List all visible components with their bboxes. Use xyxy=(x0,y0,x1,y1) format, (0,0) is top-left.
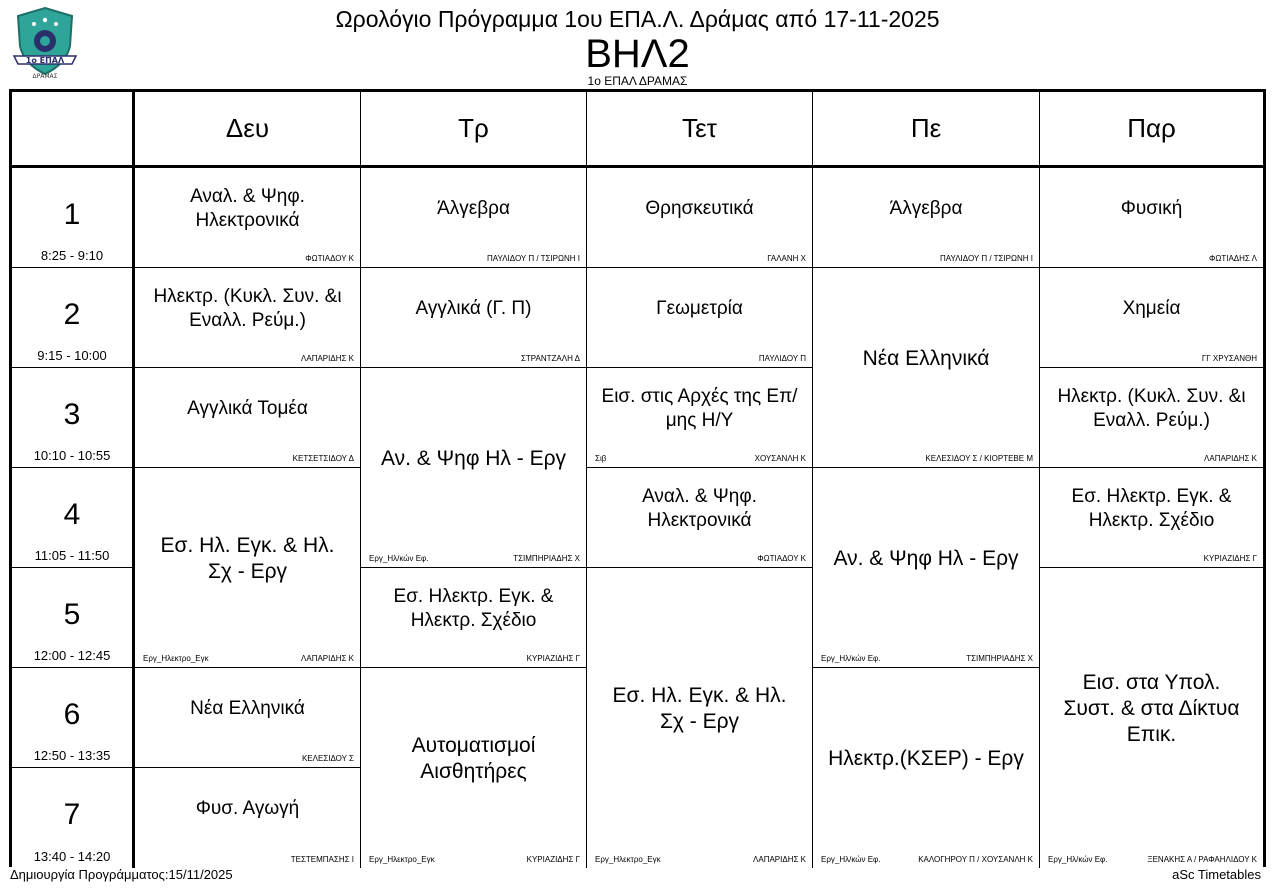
corner-cell xyxy=(12,92,135,168)
lesson-cell[interactable] xyxy=(1040,568,1263,868)
lesson-cell[interactable] xyxy=(813,668,1040,868)
lesson-teacher: ΤΣΙΜΠΗΡΙΑΔΗΣ Χ xyxy=(513,554,580,563)
lesson-teacher: ΚΕΛΕΣΙΔΟΥ Σ xyxy=(301,754,354,763)
lesson-cell[interactable] xyxy=(813,468,1040,668)
lesson-subject: Εσ. Ηλεκτρ. Εγκ. & Ηλεκτρ. Σχέδιο xyxy=(1071,485,1232,531)
period-cell xyxy=(12,768,135,868)
lesson-subject: Εισ. στις Αρχές της Επ/μης Η/Υ xyxy=(601,385,798,431)
lesson-teacher: ΚΕΛΕΣΙΔΟΥ Σ / ΚΙΟΡΤΕΒΕ Μ xyxy=(925,454,1033,463)
period-cell xyxy=(12,668,135,768)
lesson-room: Εργ_Ηλεκτρο_Εγκ xyxy=(595,855,661,864)
period-number: 3 xyxy=(63,398,81,431)
lesson-room: Σιβ xyxy=(595,454,607,463)
lesson-subject: Φυσική xyxy=(1120,197,1183,219)
svg-text:ΔΡΑΜΑΣ: ΔΡΑΜΑΣ xyxy=(32,73,58,80)
lesson-teacher: ΚΑΛΟΓΗΡΟΥ Π / ΧΟΥΣΑΝΛΗ Κ xyxy=(918,855,1033,864)
lesson-cell[interactable] xyxy=(361,268,587,368)
lesson-subject: Αγγλικά (Γ. Π) xyxy=(415,297,532,319)
lesson-teacher: ΤΕΣΤΕΜΠΑΣΗΣ Ι xyxy=(290,855,354,864)
lesson-room: Εργ_Ηλεκτρο_Εγκ xyxy=(369,855,435,864)
period-cell xyxy=(12,168,135,268)
day-header: Τρ xyxy=(361,92,587,168)
school-name: 1ο ΕΠΑΛ ΔΡΑΜΑΣ xyxy=(587,74,688,88)
period-number: 7 xyxy=(63,798,81,831)
timetable-grid xyxy=(9,89,1266,867)
lesson-cell[interactable] xyxy=(135,768,361,868)
lesson-cell[interactable] xyxy=(1040,468,1263,568)
lesson-cell[interactable] xyxy=(135,668,361,768)
lesson-room: Εργ_Ηλ/κών Εφ. xyxy=(821,855,881,864)
period-time: 9:15 - 10:00 xyxy=(37,348,107,363)
lesson-room: Εργ_Ηλ/κών Εφ. xyxy=(369,554,429,563)
lesson-teacher: ΚΥΡΙΑΖΙΔΗΣ Γ xyxy=(526,654,580,663)
lesson-subject: Αν. & Ψηφ Ηλ - Εργ xyxy=(380,446,567,470)
lesson-subject: Αν. & Ψηφ Ηλ - Εργ xyxy=(833,546,1019,570)
lesson-teacher: ΚΕΤΣΕΤΣΙΔΟΥ Δ xyxy=(292,454,354,463)
lesson-subject: Αναλ. & Ψηφ. Ηλεκτρονικά xyxy=(642,485,757,531)
lesson-subject: Χημεία xyxy=(1122,297,1181,319)
lesson-teacher: ΛΑΠΑΡΙΔΗΣ Κ xyxy=(753,855,806,864)
period-time: 12:50 - 13:35 xyxy=(33,748,111,763)
lesson-teacher: ΛΑΠΑΡΙΔΗΣ Κ xyxy=(301,654,354,663)
svg-text:1ο ΕΠΑΛ: 1ο ΕΠΑΛ xyxy=(25,56,65,65)
period-number: 4 xyxy=(63,498,81,531)
lesson-subject: Άλγεβρα xyxy=(889,197,963,219)
lesson-teacher: ΣΤΡΑΝΤΖΑΛΗ Δ xyxy=(520,354,580,363)
period-number: 5 xyxy=(63,598,81,631)
lesson-teacher: ΓΓ ΧΡΥΣΑΝΘΗ xyxy=(1201,354,1257,363)
lesson-teacher: ΛΑΠΑΡΙΔΗΣ Κ xyxy=(1204,454,1257,463)
lesson-cell[interactable] xyxy=(587,168,813,268)
lesson-cell[interactable] xyxy=(1040,368,1263,468)
class-name: ΒΗΛ2 xyxy=(585,32,690,76)
period-number: 6 xyxy=(63,698,81,731)
lesson-teacher: ΞΕΝΑΚΗΣ Α / ΡΑΦΑΗΛΙΔΟΥ Κ xyxy=(1147,855,1257,864)
lesson-subject: Νέα Ελληνικά xyxy=(190,697,305,719)
lesson-subject: Θρησκευτικά xyxy=(645,197,754,219)
lesson-cell[interactable] xyxy=(813,268,1040,468)
lesson-subject: Φυσ. Αγωγή xyxy=(195,798,300,819)
lesson-teacher: ΓΑΛΑΝΗ Χ xyxy=(767,254,806,263)
period-time: 8:25 - 9:10 xyxy=(40,248,104,263)
lesson-teacher: ΦΩΤΙΑΔΟΥ Κ xyxy=(305,254,354,263)
lesson-room: Εργ_Ηλ/κών Εφ. xyxy=(821,654,881,663)
lesson-teacher: ΠΑΥΛΙΔΟΥ Π / ΤΣΙΡΩΝΗ Ι xyxy=(939,254,1033,263)
lesson-cell[interactable] xyxy=(135,468,361,668)
lesson-subject: Άλγεβρα xyxy=(437,197,510,219)
day-header: Πε xyxy=(813,92,1040,168)
lesson-teacher: ΚΥΡΙΑΖΙΔΗΣ Γ xyxy=(1203,554,1257,563)
lesson-subject: Γεωμετρία xyxy=(656,297,743,319)
lesson-teacher: ΠΑΥΛΙΔΟΥ Π / ΤΣΙΡΩΝΗ Ι xyxy=(486,254,580,263)
lesson-subject: Ηλεκτρ.(ΚΣΕΡ) - Εργ xyxy=(828,747,1024,770)
day-header: Δευ xyxy=(135,92,361,168)
lesson-teacher: ΦΩΤΙΑΔΟΥ Κ xyxy=(757,554,806,563)
lesson-teacher: ΧΟΥΣΑΝΛΗ Κ xyxy=(754,454,806,463)
lesson-cell[interactable] xyxy=(135,268,361,368)
created-date: Δημιουργία Προγράμματος:15/11/2025 xyxy=(10,867,233,882)
lesson-cell[interactable] xyxy=(361,368,587,568)
period-cell xyxy=(12,268,135,368)
lesson-cell[interactable] xyxy=(587,468,813,568)
lesson-subject: Ηλεκτρ. (Κυκλ. Συν. &ι Εναλλ. Ρεύμ.) xyxy=(1057,385,1246,431)
period-time: 12:00 - 12:45 xyxy=(33,648,111,663)
period-time: 10:10 - 10:55 xyxy=(33,448,111,463)
lesson-cell[interactable] xyxy=(813,168,1040,268)
day-header: Τετ xyxy=(587,92,813,168)
lesson-cell[interactable] xyxy=(361,668,587,868)
lesson-cell[interactable] xyxy=(587,568,813,868)
lesson-cell[interactable] xyxy=(135,168,361,268)
software-credit: aSc Timetables xyxy=(1172,867,1261,882)
lesson-room: Εργ_Ηλεκτρο_Εγκ xyxy=(143,654,209,663)
lesson-teacher: ΠΑΥΛΙΔΟΥ Π xyxy=(758,354,806,363)
lesson-teacher: ΚΥΡΙΑΖΙΔΗΣ Γ xyxy=(526,855,580,864)
lesson-cell[interactable] xyxy=(135,368,361,468)
period-cell xyxy=(12,568,135,668)
period-cell xyxy=(12,468,135,568)
lesson-subject: Αγγλικά Τομέα xyxy=(187,397,308,419)
period-cell xyxy=(12,368,135,468)
lesson-subject: Εσ. Ηλ. Εγκ. & Ηλ. Σχ - Εργ xyxy=(160,533,335,583)
lesson-room: Εργ_Ηλ/κών Εφ. xyxy=(1048,855,1108,864)
lesson-teacher: ΤΣΙΜΠΗΡΙΑΔΗΣ Χ xyxy=(966,654,1033,663)
lesson-subject: Νέα Ελληνικά xyxy=(862,346,990,370)
lesson-cell[interactable] xyxy=(587,368,813,468)
period-number: 2 xyxy=(63,298,81,331)
page-title: Ωρολόγιο Πρόγραμμα 1ου ΕΠΑ.Λ. Δράμας από 17-11-2025 xyxy=(335,6,940,32)
lesson-teacher: ΛΑΠΑΡΙΔΗΣ Κ xyxy=(301,354,354,363)
lesson-cell[interactable] xyxy=(361,568,587,668)
lesson-subject: Αναλ. & Ψηφ. Ηλεκτρονικά xyxy=(190,185,305,231)
period-time: 13:40 - 14:20 xyxy=(33,849,111,864)
lesson-subject: Ηλεκτρ. (Κυκλ. Συν. &ι Εναλλ. Ρεύμ.) xyxy=(153,285,342,331)
period-time: 11:05 - 11:50 xyxy=(34,548,110,563)
lesson-subject: Εισ. στα Υπολ. Συστ. & στα Δίκτυα Επικ. xyxy=(1063,671,1240,746)
period-number: 1 xyxy=(63,198,81,231)
lesson-cell[interactable] xyxy=(361,168,587,268)
lesson-subject: Εσ. Ηλεκτρ. Εγκ. & Ηλεκτρ. Σχέδιο xyxy=(393,585,554,631)
lesson-cell[interactable] xyxy=(1040,168,1263,268)
lesson-cell[interactable] xyxy=(1040,268,1263,368)
lesson-cell[interactable] xyxy=(587,268,813,368)
lesson-subject: Αυτοματισμοί Αισθητήρες xyxy=(411,734,536,783)
lesson-subject: Εσ. Ηλ. Εγκ. & Ηλ. Σχ - Εργ xyxy=(612,684,787,733)
lesson-teacher: ΦΩΤΙΑΔΗΣ Λ xyxy=(1209,254,1257,263)
day-header: Παρ xyxy=(1040,92,1263,168)
